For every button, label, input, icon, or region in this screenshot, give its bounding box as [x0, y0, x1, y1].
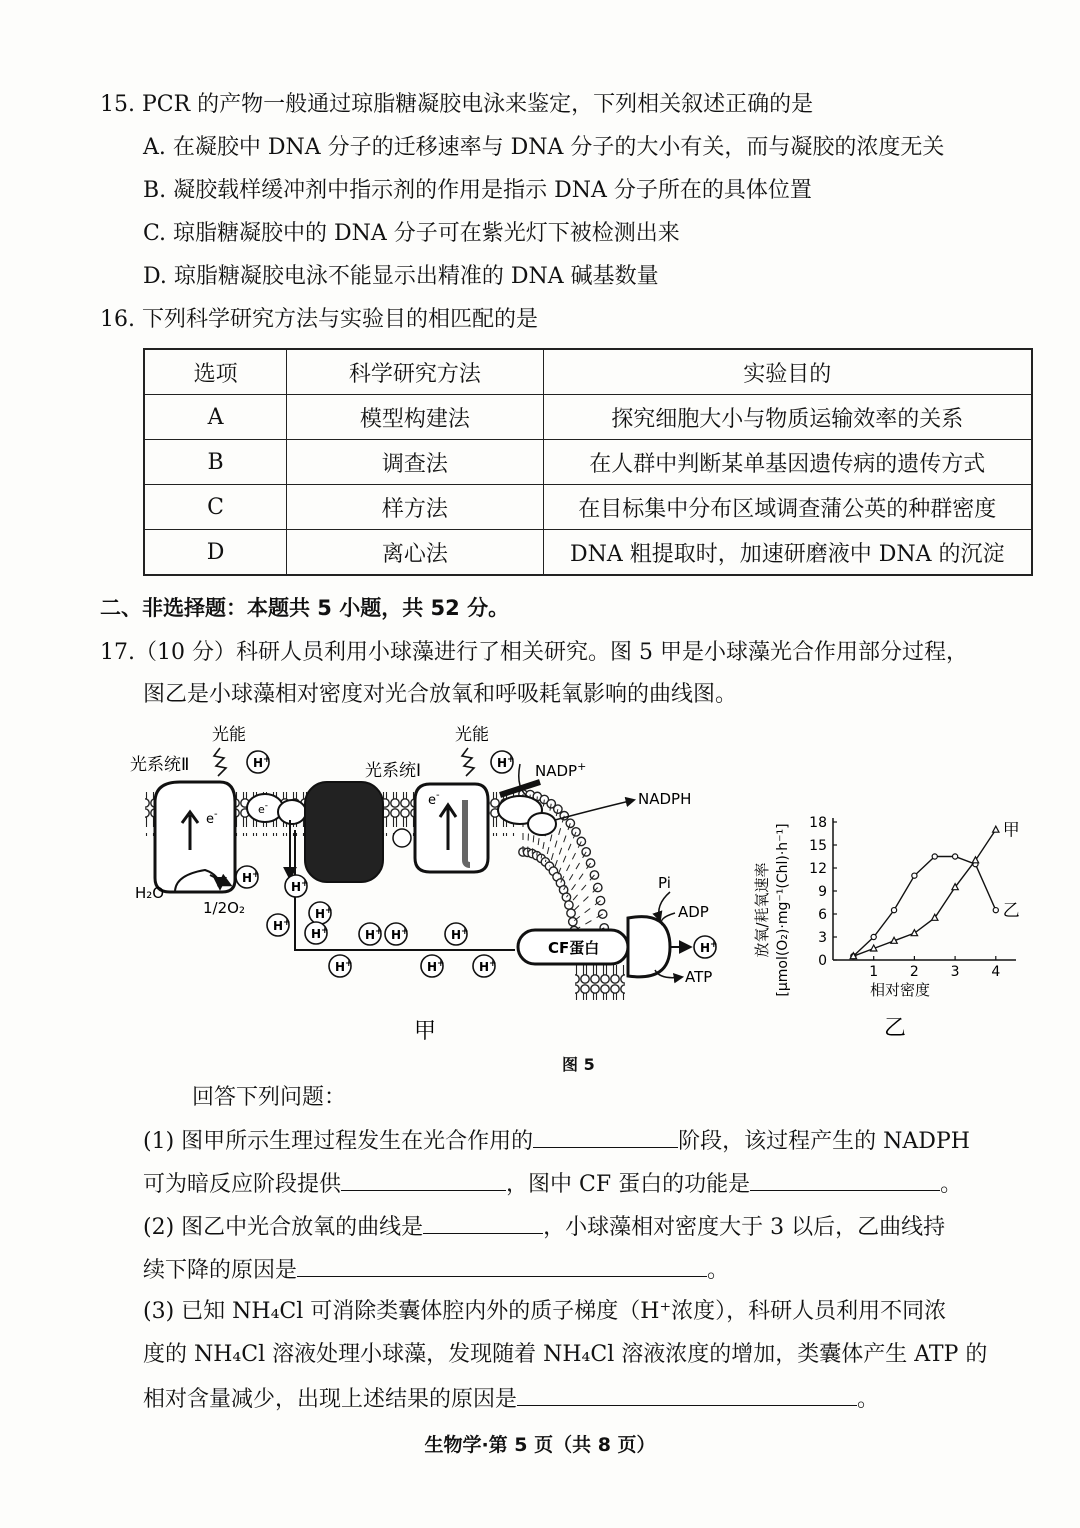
lipid-tail	[569, 875, 595, 905]
y-tick-label: 0	[818, 953, 827, 969]
photosystem-2-complex	[155, 782, 235, 892]
question-16-table	[143, 348, 1033, 576]
photosystem-2-label: 光系统Ⅱ	[130, 755, 190, 775]
h-letter: H	[315, 907, 326, 921]
data-point	[993, 826, 999, 832]
text-segment: 。	[857, 1387, 880, 1412]
h-plus-sign: +	[401, 927, 409, 937]
text-segment: 可为暗反应阶段提供	[143, 1172, 342, 1197]
text-segment: 续下降的原因是	[143, 1258, 298, 1283]
sub-question-2-line-2	[143, 1254, 729, 1286]
proton-h-plus	[694, 936, 718, 958]
h-letter: H	[497, 756, 508, 770]
data-point	[912, 873, 917, 878]
h-letter: H	[253, 756, 264, 770]
text-segment: ，图中 CF 蛋白的功能是	[506, 1172, 751, 1197]
table-row[interactable]	[144, 485, 1032, 530]
question-15-option-d[interactable]: D. 琼脂糖凝胶电泳不能显示出精准的 DNA 碱基数量	[143, 264, 659, 289]
series-line-乙	[853, 857, 995, 957]
x-tick-label: 2	[909, 964, 919, 980]
h-letter: H	[335, 960, 346, 974]
water-label: H₂O	[135, 884, 165, 902]
question-17-stem-1: 17.（10 分）科研人员利用小球藻进行了相关研究。图 5 甲是小球藻光合作用部分过程，	[100, 640, 968, 665]
section-2-heading: 二、非选择题：本题共 5 小题，共 52 分。	[100, 596, 510, 620]
table-cell: B	[144, 440, 287, 485]
data-point	[891, 908, 896, 913]
table-cell: DNA 粗提取时，加速研磨液中 DNA 的沉淀	[543, 530, 1032, 576]
electron-label: e-	[258, 801, 269, 816]
answer-blank-5[interactable]	[297, 1254, 707, 1277]
h-plus-sign: +	[321, 926, 329, 936]
table-row[interactable]	[144, 530, 1032, 576]
h-letter: H	[391, 928, 402, 942]
chart-series	[850, 821, 1020, 959]
table-cell: 在人群中判断某单基因遗传病的遗传方式	[543, 440, 1032, 485]
proton-h-plus	[309, 902, 333, 924]
figure-5-label: 图 5	[562, 1055, 595, 1074]
y-tick-label: 18	[809, 815, 827, 831]
series-label-甲: 甲	[1002, 820, 1020, 841]
light-energy-label-1: 光能	[212, 725, 246, 745]
chart-x-label: 相对密度	[869, 981, 931, 999]
h-letter: H	[242, 871, 253, 885]
sub-question-2-line-1	[143, 1211, 945, 1243]
series-label-乙: 乙	[1002, 901, 1020, 922]
proton-h-plus	[329, 955, 353, 977]
electron-label: e-	[428, 790, 440, 808]
question-15-stem: 15. PCR 的产物一般通过琼脂糖凝胶电泳来鉴定，下列相关叙述正确的是	[100, 92, 814, 117]
table-cell: 样方法	[287, 485, 543, 530]
proton-h-plus	[359, 923, 383, 945]
text-segment: 。	[707, 1258, 730, 1283]
h-letter: H	[700, 941, 711, 955]
proton-h-plus	[236, 866, 260, 888]
table-header: 选项	[144, 349, 287, 395]
proton-h-plus	[247, 751, 271, 773]
h-plus-sign: +	[710, 940, 718, 950]
proton-h-plus	[421, 955, 445, 977]
y-tick-label: 6	[818, 907, 827, 923]
sub-question-3-line-3	[143, 1383, 879, 1415]
table-cell: 在目标集中分布区域调查蒲公英的种群密度	[543, 485, 1032, 530]
h-plus-sign: +	[283, 918, 291, 928]
h-plus-sign: +	[252, 870, 260, 880]
lipid-head	[566, 819, 574, 827]
question-15-option-b[interactable]: B. 凝胶载样缓冲剂中指示剂的作用是指示 DNA 分子所在的具体位置	[143, 178, 812, 203]
proton-h-plus	[285, 875, 309, 897]
data-point	[993, 908, 998, 913]
h-plus-sign: +	[345, 959, 353, 969]
proton-h-plus	[445, 923, 469, 945]
h-letter: H	[451, 928, 462, 942]
y-tick-label: 3	[818, 930, 827, 946]
carrier	[278, 800, 306, 824]
proton-h-plus	[491, 751, 515, 773]
table-header: 科学研究方法	[287, 349, 543, 395]
text-segment: ，小球藻相对密度大于 3 以后，乙曲线持	[543, 1215, 946, 1240]
figure-jia-thylakoid-diagram	[130, 720, 740, 1050]
sub-question-1-line-1	[143, 1125, 970, 1157]
answer-blank-1[interactable]	[533, 1125, 678, 1148]
data-point	[870, 945, 876, 951]
lipid-tail	[574, 914, 602, 930]
data-point	[911, 930, 917, 936]
photosystem-1-label: 光系统Ⅰ	[365, 761, 422, 781]
h-letter: H	[479, 960, 490, 974]
h-plus-sign: +	[301, 879, 309, 889]
lipid-tail	[573, 901, 601, 922]
question-16-stem: 16. 下列科学研究方法与实验目的相匹配的是	[100, 307, 538, 332]
sub-question-3-line-2: 度的 NH₄Cl 溶液处理小球藻，发现随着 NH₄Cl 溶液浓度的增加，类囊体产生 ATP 的	[143, 1342, 988, 1367]
h-letter: H	[311, 927, 322, 941]
data-point	[871, 934, 876, 939]
oxygen-label: 1/2O₂	[203, 899, 245, 917]
h-letter: H	[365, 928, 376, 942]
h-letter: H	[427, 960, 438, 974]
text-segment: 阶段，该过程产生的 NADPH	[678, 1129, 970, 1154]
table-cell: A	[144, 395, 287, 440]
page-footer: 生物学·第 5 页（共 8 页）	[424, 1434, 656, 1456]
table-row[interactable]	[144, 395, 1032, 440]
table-cell: 模型构建法	[287, 395, 543, 440]
chart-ticks	[809, 815, 1000, 980]
text-segment: 。	[940, 1172, 963, 1197]
h-plus-sign: +	[507, 755, 515, 765]
photosystem-1-complex	[415, 784, 488, 872]
question-17-stem-2: 图乙是小球藻相对密度对光合放氧和呼吸耗氧影响的曲线图。	[143, 682, 738, 707]
y-tick-label: 9	[818, 884, 827, 900]
chart-axes	[833, 818, 1016, 960]
nadph-arrow	[555, 800, 634, 820]
chart-y-unit: [μmol(O₂)·mg⁻¹(Chl)·h⁻¹]	[775, 823, 791, 997]
electron-carrier	[393, 829, 411, 847]
chart-y-label: 放氧/耗氧速率	[753, 862, 771, 958]
lipid-head	[569, 918, 577, 926]
y-tick-label: 15	[809, 838, 827, 854]
question-15-option-c[interactable]: C. 琼脂糖凝胶中的 DNA 分子可在紫光灯下被检测出来	[143, 221, 680, 246]
cf-protein-label: CF蛋白	[548, 939, 600, 957]
table-row[interactable]	[144, 440, 1032, 485]
question-15-option-a[interactable]: A. 在凝胶中 DNA 分子的迁移速率与 DNA 分子的大小有关，而与凝胶的浓度无关	[143, 135, 945, 160]
x-tick-label: 3	[950, 964, 960, 980]
table-cell: 离心法	[287, 530, 543, 576]
nadp-reductase	[528, 813, 556, 835]
light-energy-label-2: 光能	[455, 725, 489, 745]
answer-blank-3[interactable]	[750, 1168, 940, 1191]
h-plus-sign: +	[437, 959, 445, 969]
cytochrome-b6f-complex	[305, 782, 383, 882]
proton-h-plus	[267, 914, 291, 936]
answer-blank-4[interactable]	[423, 1211, 543, 1234]
pi-label: Pi	[658, 874, 671, 892]
data-point	[932, 854, 937, 859]
lipid-tail	[566, 863, 590, 897]
answer-intro: 回答下列问题：	[192, 1085, 347, 1110]
table-cell: 探究细胞大小与物质运输效率的关系	[543, 395, 1032, 440]
nadph-label: NADPH	[638, 790, 692, 808]
text-segment: 相对含量减少，出现上述结果的原因是	[143, 1387, 518, 1412]
light-zigzag-icon	[462, 748, 474, 776]
table-cell: C	[144, 485, 287, 530]
lipid-tail	[571, 888, 598, 914]
h-plus-sign: +	[325, 906, 333, 916]
text-segment: (1) 图甲所示生理过程发生在光合作用的	[143, 1129, 534, 1154]
nadp-plus-label: NADP+	[535, 760, 587, 780]
lipid-tail	[553, 823, 570, 871]
text-segment: (2) 图乙中光合放氧的曲线是	[143, 1215, 424, 1240]
proton-h-plus	[385, 923, 409, 945]
sub-question-3-line-1: (3) 已知 NH₄Cl 可消除类囊体腔内外的质子梯度（H⁺浓度），科研人员利用不同浓	[143, 1299, 947, 1324]
answer-blank-2[interactable]	[341, 1168, 506, 1191]
h-plus-sign: +	[461, 927, 469, 937]
h-plus-sign: +	[263, 755, 271, 765]
y-tick-label: 12	[809, 861, 827, 877]
data-point	[952, 854, 957, 859]
data-point	[891, 937, 897, 943]
table-cell: 调查法	[287, 440, 543, 485]
electron-label: e-	[206, 809, 218, 827]
proton-h-plus	[305, 922, 329, 944]
atp-label: ATP	[685, 968, 713, 986]
h-letter: H	[273, 919, 284, 933]
figure-yi-chart	[755, 805, 1045, 1040]
figure-yi-caption: 乙	[883, 1016, 907, 1041]
adp-label: ADP	[678, 903, 709, 921]
table-header: 实验目的	[543, 349, 1032, 395]
h-plus-sign: +	[489, 959, 497, 969]
answer-blank-6[interactable]	[517, 1383, 857, 1406]
table-header-row	[144, 349, 1032, 395]
atp-synthase-head	[628, 917, 670, 977]
sub-question-1-line-2	[143, 1168, 962, 1200]
figure-jia-caption: 甲	[414, 1019, 437, 1044]
proton-h-plus	[473, 955, 497, 977]
x-tick-label: 4	[991, 964, 1001, 980]
h-letter: H	[291, 880, 302, 894]
table-cell: D	[144, 530, 287, 576]
h-plus-sign: +	[375, 927, 383, 937]
x-tick-label: 1	[869, 964, 879, 980]
light-zigzag-icon	[214, 748, 226, 776]
